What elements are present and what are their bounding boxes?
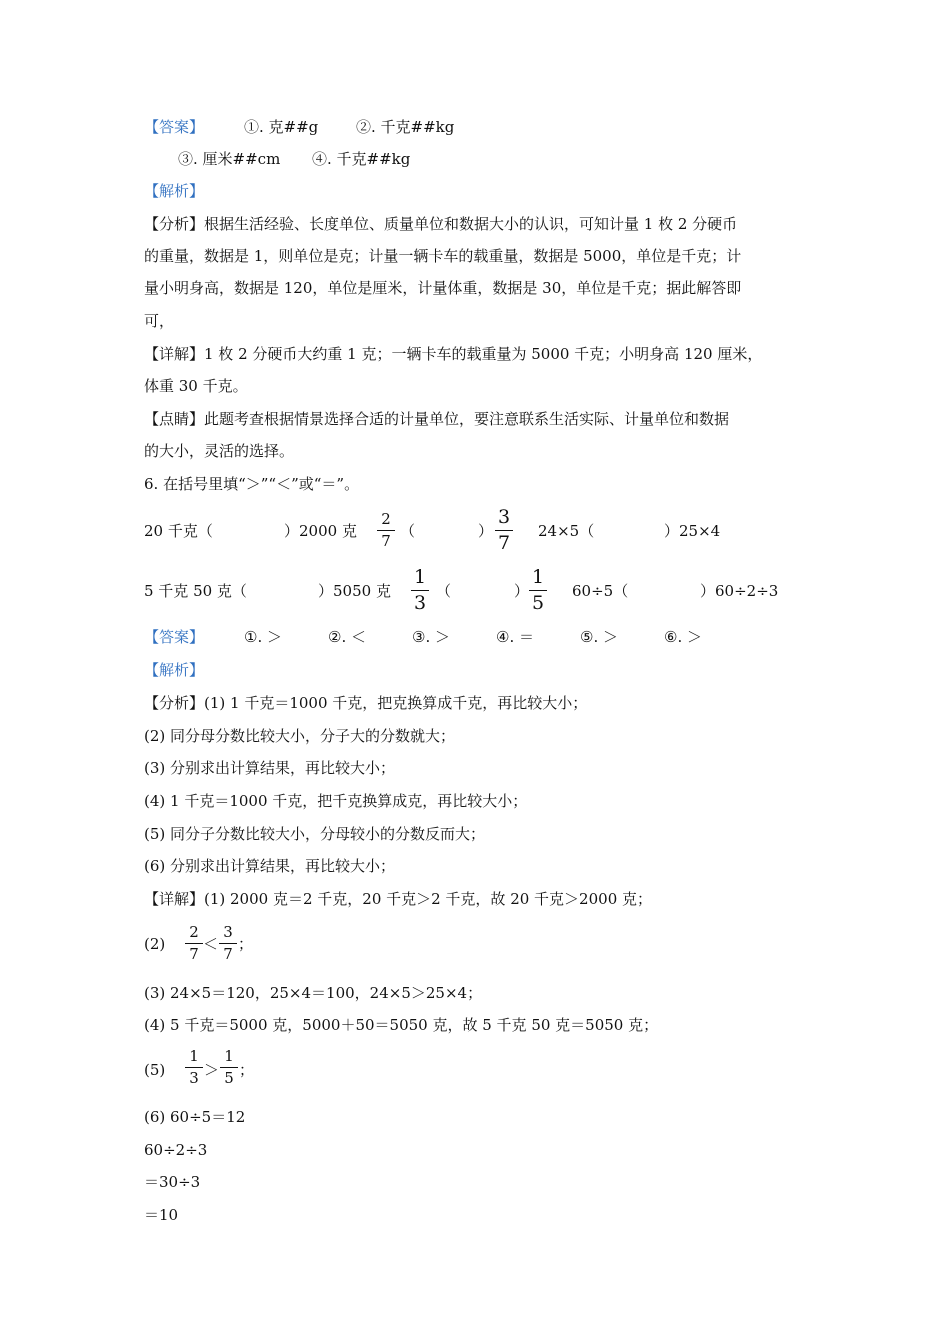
q6-calc-line: 60÷2÷3 [144, 1141, 208, 1159]
numerator: 1 [413, 566, 427, 588]
q6-r1-fraction-left [376, 512, 396, 549]
q5-answer-row [144, 117, 204, 137]
denominator: 5 [531, 592, 545, 614]
q6-detail-2-prefix: (2) [144, 935, 166, 953]
q6-r1-paren-open: （ [400, 522, 416, 540]
q6-title: 6. 在括号里填“＞”“＜”或“＝”。 [144, 475, 360, 493]
fraction-bar [377, 530, 395, 531]
q6-r1-c-left: 24×5（ [538, 522, 595, 540]
q6-analysis-line: (5) 同分子分数比较大小，分母较小的分数反而大； [144, 825, 486, 843]
q6-r1-paren-close: ） [478, 522, 494, 540]
q6-answer-2: ②. ＜ [328, 628, 366, 646]
q5-detail-line: 【详解】1 枚 2 分硬币大约重 1 克；一辆卡车的载重量为 5000 千克；小明身高 120 厘米， [144, 345, 763, 363]
q5-answer-2: ②. 千克##kg [356, 118, 455, 136]
denominator: 7 [497, 532, 511, 554]
q6-analysis-line: (4) 1 千克＝1000 千克，把千克换算成克，再比较大小； [144, 792, 528, 810]
q6-detail-2-operator: ＜ [203, 935, 219, 953]
q6-detail-5-prefix: (5) [144, 1061, 166, 1079]
fraction-bar [220, 1067, 238, 1068]
q6-detail-5-end: ； [239, 1061, 255, 1079]
q6-r2-fraction-left [410, 568, 430, 613]
denominator: 3 [189, 1069, 199, 1087]
q6-detail-line-3: (3) 24×5＝120，25×4＝100，24×5＞25×4； [144, 984, 483, 1002]
q6-detail-2-fraction-right [218, 925, 238, 962]
fraction-bar [185, 943, 203, 944]
q6-answer-6: ⑥. ＞ [664, 628, 702, 646]
fraction-bar [185, 1067, 203, 1068]
fraction-bar [495, 530, 513, 531]
numerator: 2 [381, 510, 391, 528]
q6-r2-c-right: ）60÷2÷3 [700, 582, 779, 600]
denominator: 3 [413, 592, 427, 614]
q5-analysis-line: 量小明身高，数据是 120，单位是厘米，计量体重，数据是 30，单位是千克；据此解答即 [144, 279, 742, 297]
fraction-bar [529, 590, 547, 591]
q6-detail-2-end: ； [238, 935, 254, 953]
q6-r2-a-left: 5 千克 50 克（ [144, 582, 247, 600]
q6-answer-tag: 【答案】 [144, 628, 205, 646]
q6-analysis-line: (3) 分别求出计算结果，再比较大小； [144, 759, 396, 777]
numerator: 2 [189, 923, 199, 941]
q6-detail-2-fraction-left [184, 925, 204, 962]
q6-detail-line-1: 【详解】(1) 2000 克＝2 千克，20 千克＞2 千克，故 20 千克＞2000 克； [144, 890, 653, 908]
q5-comment-line: 的大小，灵活的选择。 [144, 442, 295, 460]
numerator: 1 [224, 1047, 234, 1065]
denominator: 5 [224, 1069, 234, 1087]
q6-answer-5: ⑤. ＞ [580, 628, 618, 646]
q5-comment-line: 【点睛】此题考查根据情景选择合适的计量单位，要注意联系生活实际、计量单位和数据 [144, 410, 730, 428]
q6-detail-line-6: (6) 60÷5＝12 [144, 1108, 246, 1126]
denominator: 7 [223, 945, 233, 963]
q5-analysis-line: 可， [144, 312, 175, 330]
q6-r2-paren-close: ） [514, 582, 530, 600]
numerator: 3 [223, 923, 233, 941]
q6-answer-4: ④. ＝ [496, 628, 534, 646]
q6-detail-line-4: (4) 5 千克＝5000 克，5000＋50＝5050 克，故 5 千克 50 克＝5050 克； [144, 1016, 659, 1034]
q6-calc-line: ＝30÷3 [144, 1173, 201, 1191]
denominator: 7 [381, 532, 391, 550]
numerator: 3 [497, 506, 511, 528]
q6-answer-1: ①. ＞ [244, 628, 282, 646]
q6-detail-5-fraction-left [184, 1049, 204, 1086]
q5-analysis-line: 的重量，数据是 1，则单位是克；计量一辆卡车的载重量，数据是 5000，单位是千克；计 [144, 247, 742, 265]
q6-calc-line: ＝10 [144, 1206, 179, 1224]
q6-r1-c-right: ）25×4 [664, 522, 721, 540]
q6-detail-5-fraction-right [219, 1049, 239, 1086]
q5-analysis-tag: 【解析】 [144, 182, 205, 200]
q6-r1-a-left: 20 千克（ [144, 522, 213, 540]
q6-r2-fraction-right [528, 568, 548, 613]
q6-analysis-line: 【分析】(1) 1 千克＝1000 千克，把克换算成千克，再比较大小； [144, 694, 588, 712]
denominator: 7 [189, 945, 199, 963]
fraction-bar [219, 943, 237, 944]
q6-analysis-line: (6) 分别求出计算结果，再比较大小； [144, 857, 396, 875]
q6-analysis-tag: 【解析】 [144, 661, 205, 679]
q6-r1-fraction-right [494, 508, 514, 553]
numerator: 1 [189, 1047, 199, 1065]
q5-answer-1: ①. 克##g [244, 118, 319, 136]
q5-answer-3: ③. 厘米##cm [178, 150, 281, 168]
q6-r1-a-right: ）2000 克 [284, 522, 357, 540]
fraction-bar [411, 590, 429, 591]
q6-detail-5-operator: ＞ [204, 1061, 220, 1079]
q6-answer-3: ③. ＞ [412, 628, 450, 646]
q5-answer-4: ④. 千克##kg [312, 150, 411, 168]
answer-tag: 【答案】 [144, 118, 205, 136]
q6-r2-a-right: ）5050 克 [318, 582, 391, 600]
q6-analysis-line: (2) 同分母分数比较大小，分子大的分数就大； [144, 727, 456, 745]
q6-r2-paren-open: （ [436, 582, 452, 600]
numerator: 1 [531, 566, 545, 588]
q5-analysis-line: 【分析】根据生活经验、长度单位、质量单位和数据大小的认识，可知计量 1 枚 2 分硬币 [144, 215, 738, 233]
q6-r2-c-left: 60÷5（ [572, 582, 629, 600]
q5-detail-line: 体重 30 千克。 [144, 377, 248, 395]
